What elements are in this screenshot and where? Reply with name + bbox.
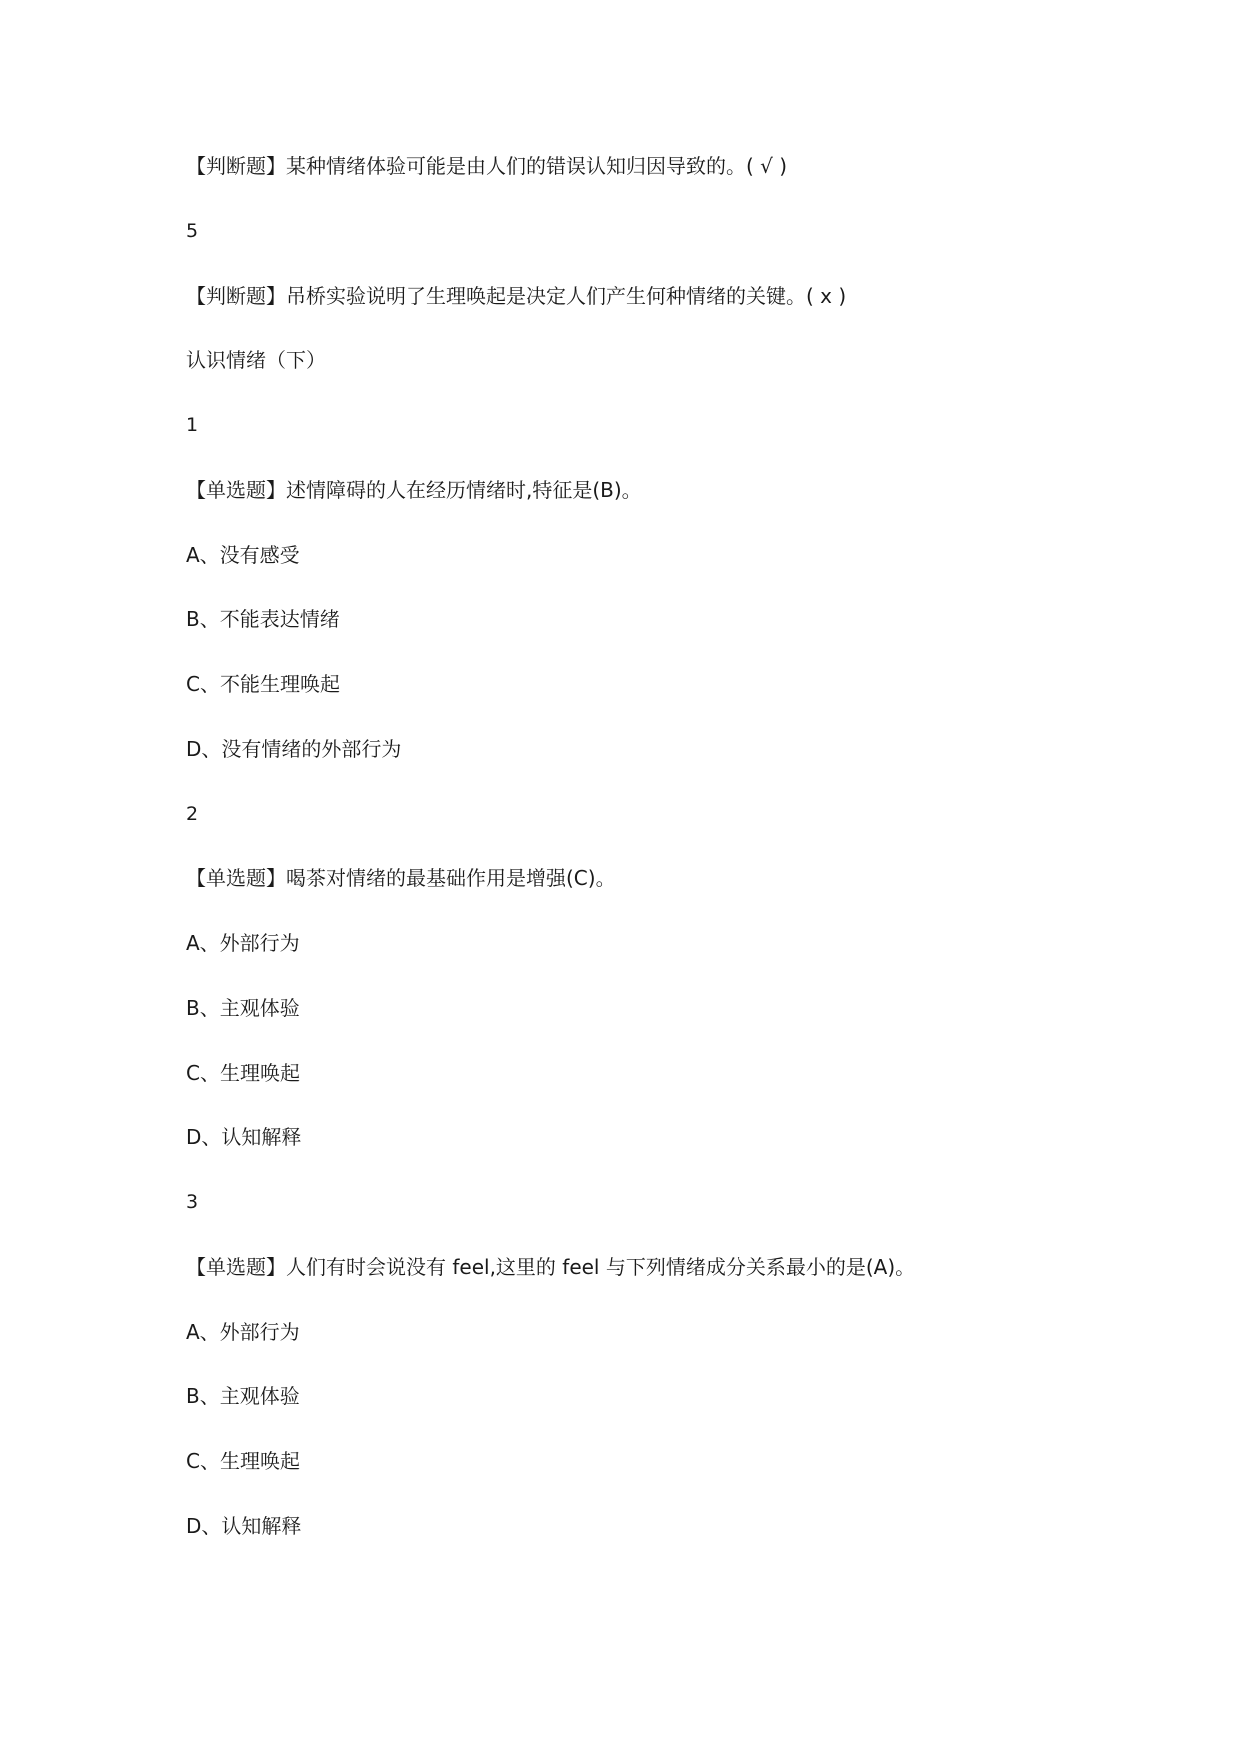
question-number: 5 xyxy=(186,220,199,242)
single-choice-question: 【单选题】述情障碍的人在经历情绪时,特征是(B)。 xyxy=(186,478,642,502)
answer-option: D、认知解释 xyxy=(186,1125,302,1149)
question-number: 1 xyxy=(186,414,199,436)
answer-option: D、认知解释 xyxy=(186,1514,302,1538)
true-false-question: 【判断题】吊桥实验说明了生理唤起是决定人们产生何种情绪的关键。( x ) xyxy=(186,284,847,308)
answer-option: C、不能生理唤起 xyxy=(186,672,340,696)
answer-option: C、生理唤起 xyxy=(186,1449,300,1473)
single-choice-question: 【单选题】人们有时会说没有 feel,这里的 feel 与下列情绪成分关系最小的是(A)。 xyxy=(186,1255,916,1279)
answer-option: A、外部行为 xyxy=(186,1320,300,1344)
true-false-question: 【判断题】某种情绪体验可能是由人们的错误认知归因导致的。( √ ) xyxy=(186,154,788,178)
question-number: 3 xyxy=(186,1191,199,1213)
answer-option: A、外部行为 xyxy=(186,931,300,955)
question-number: 2 xyxy=(186,803,199,825)
answer-option: B、主观体验 xyxy=(186,996,300,1020)
single-choice-question: 【单选题】喝茶对情绪的最基础作用是增强(C)。 xyxy=(186,866,616,890)
answer-option: A、没有感受 xyxy=(186,543,300,567)
answer-option: C、生理唤起 xyxy=(186,1061,300,1085)
answer-option: B、主观体验 xyxy=(186,1384,300,1408)
section-heading: 认识情绪（下） xyxy=(186,348,326,372)
answer-option: D、没有情绪的外部行为 xyxy=(186,737,402,761)
answer-option: B、不能表达情绪 xyxy=(186,607,340,631)
